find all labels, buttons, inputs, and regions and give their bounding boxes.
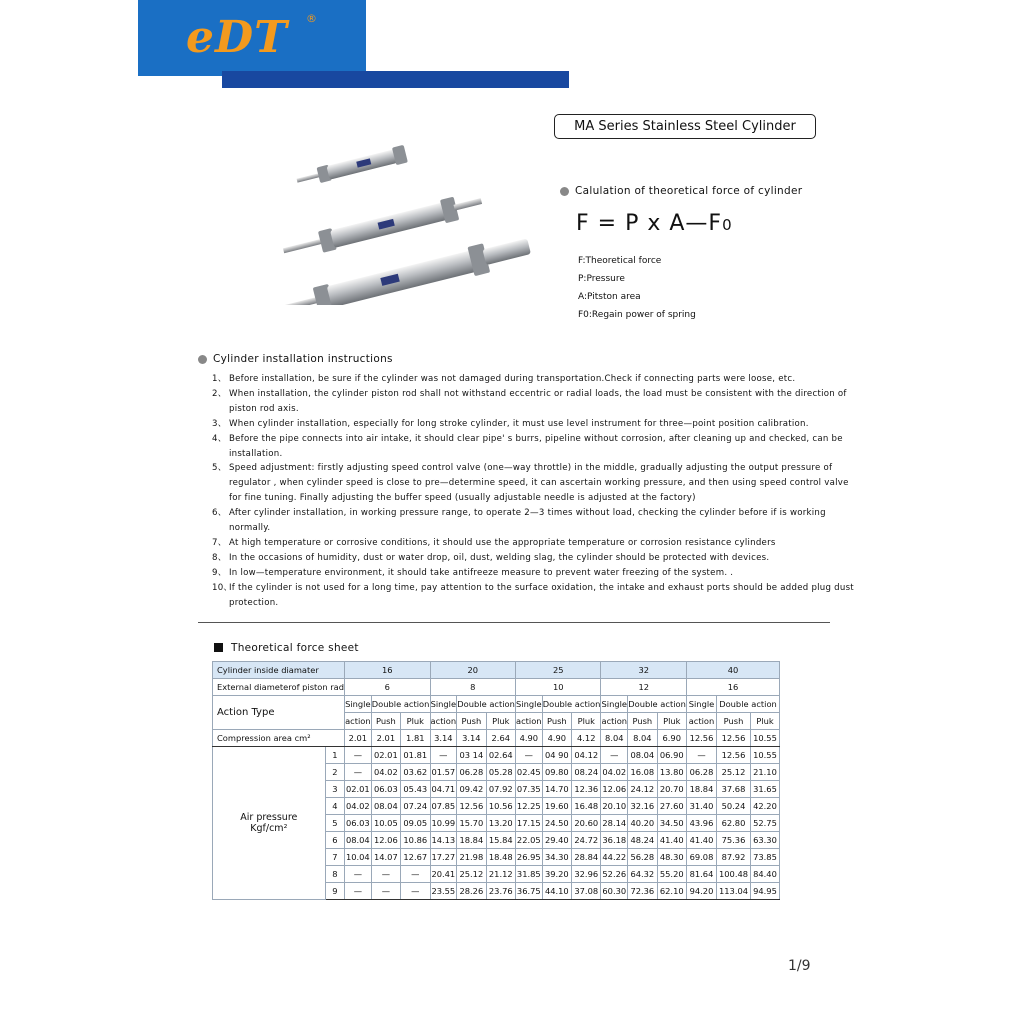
action-type-label: Action Type xyxy=(213,696,345,730)
pressure-value: 4 xyxy=(325,798,344,815)
pressure-value: 5 xyxy=(325,815,344,832)
force-cell: 24.50 xyxy=(542,815,571,832)
force-cell: 62.80 xyxy=(717,815,751,832)
single-action-header: Single xyxy=(687,696,717,713)
force-cell: 31.85 xyxy=(515,866,542,883)
force-cell: 10.04 xyxy=(345,849,372,866)
force-cell: 52.26 xyxy=(601,866,628,883)
area-cell: 2.01 xyxy=(371,730,400,747)
force-cell: — xyxy=(430,747,457,764)
pressure-value: 7 xyxy=(325,849,344,866)
bore-value: 20 xyxy=(430,662,515,679)
force-cell: 04.12 xyxy=(572,747,601,764)
force-cell: 100.48 xyxy=(717,866,751,883)
install-item-number: 4、 xyxy=(212,433,227,444)
push-header: Push xyxy=(542,713,571,730)
force-cell: 22.05 xyxy=(515,832,542,849)
install-item xyxy=(212,417,862,432)
force-cell: 34.50 xyxy=(657,815,686,832)
force-cell: 10.99 xyxy=(430,815,457,832)
force-cell: 21.10 xyxy=(751,764,780,781)
force-cell: 32.96 xyxy=(572,866,601,883)
air-pressure-title: Air pressure xyxy=(240,812,298,823)
force-cell: 14.13 xyxy=(430,832,457,849)
install-item-text: If the cylinder is not used for a long time, pay attention to the surface oxidation, the intake and exhaust ports should be added plug dust protection. xyxy=(229,582,854,608)
force-cell: 01.57 xyxy=(430,764,457,781)
force-cell: 16.08 xyxy=(628,764,657,781)
area-cell: 2.64 xyxy=(486,730,515,747)
force-cell: 01.81 xyxy=(401,747,430,764)
force-cell: 113.04 xyxy=(717,883,751,900)
force-cell: 75.36 xyxy=(717,832,751,849)
legend-item: F:Theoretical force xyxy=(578,256,662,266)
force-cell: 34.30 xyxy=(542,849,571,866)
force-cell: 52.75 xyxy=(751,815,780,832)
force-cell: 05.28 xyxy=(486,764,515,781)
pressure-value: 8 xyxy=(325,866,344,883)
force-cell: 63.30 xyxy=(751,832,780,849)
calc-heading: Calulation of theoretical force of cylinder xyxy=(560,185,802,197)
force-cell: 60.30 xyxy=(601,883,628,900)
force-cell: 12.25 xyxy=(515,798,542,815)
force-cell: 94.95 xyxy=(751,883,780,900)
single-action-header: action xyxy=(515,713,542,730)
force-cell: 04.02 xyxy=(345,798,372,815)
install-heading: Cylinder installation instructions xyxy=(198,353,393,365)
registered-mark: ® xyxy=(306,12,317,25)
force-cell: 02.01 xyxy=(371,747,400,764)
install-item xyxy=(212,506,862,536)
force-cell: 36.18 xyxy=(601,832,628,849)
install-item-number: 9、 xyxy=(212,567,227,578)
force-cell: 21.12 xyxy=(486,866,515,883)
force-cell: 23.76 xyxy=(486,883,515,900)
force-cell: 21.98 xyxy=(457,849,486,866)
force-cell: — xyxy=(345,866,372,883)
bore-label: Cylinder inside diamater xyxy=(213,662,345,679)
force-cell: 43.96 xyxy=(687,815,717,832)
pressure-value: 3 xyxy=(325,781,344,798)
force-cell: 69.08 xyxy=(687,849,717,866)
force-cell: 32.16 xyxy=(628,798,657,815)
force-cell: 08.04 xyxy=(371,798,400,815)
install-item xyxy=(212,536,862,551)
divider xyxy=(198,622,830,623)
force-cell: 62.10 xyxy=(657,883,686,900)
rod-value: 6 xyxy=(345,679,430,696)
sheet-heading: Theoretical force sheet xyxy=(214,642,359,654)
force-cell: 09.42 xyxy=(457,781,486,798)
push-header: Push xyxy=(457,713,486,730)
force-cell: 16.48 xyxy=(572,798,601,815)
install-item-text: Before the pipe connects into air intake, it should clear pipe' s burrs, pipeline without corrosion, after cleaning up and checked, can be installation. xyxy=(229,433,843,459)
install-item-text: In low—temperature environment, it should take antifreeze measure to prevent water freezing of the system. . xyxy=(229,567,734,578)
force-cell: 26.95 xyxy=(515,849,542,866)
force-cell: 36.75 xyxy=(515,883,542,900)
single-action-header: Single xyxy=(601,696,628,713)
legend-item: P:Pressure xyxy=(578,274,625,284)
force-cell: 24.72 xyxy=(572,832,601,849)
force-cell: 06.28 xyxy=(457,764,486,781)
force-cell: 10.86 xyxy=(401,832,430,849)
force-cell: — xyxy=(401,866,430,883)
theoretical-force-table xyxy=(212,661,780,900)
area-cell: 12.56 xyxy=(717,730,751,747)
force-cell: 41.40 xyxy=(687,832,717,849)
force-cell: 07.35 xyxy=(515,781,542,798)
force-cell: 12.67 xyxy=(401,849,430,866)
force-cell: 06.28 xyxy=(687,764,717,781)
force-cell: 12.06 xyxy=(601,781,628,798)
rod-value: 12 xyxy=(601,679,687,696)
force-cell: 87.92 xyxy=(717,849,751,866)
push-header: Push xyxy=(628,713,657,730)
area-cell: 3.14 xyxy=(457,730,486,747)
force-cell: — xyxy=(601,747,628,764)
air-pressure-unit: Kgf/cm² xyxy=(250,823,288,834)
single-action-header: action xyxy=(430,713,457,730)
force-cell: 24.12 xyxy=(628,781,657,798)
area-cell: 8.04 xyxy=(628,730,657,747)
force-cell: 28.84 xyxy=(572,849,601,866)
bore-value: 40 xyxy=(687,662,780,679)
install-item-text: Before installation, be sure if the cylinder was not damaged during transportation.Check if connecting parts were loose, etc. xyxy=(229,374,796,384)
push-header: Push xyxy=(717,713,751,730)
force-cell: 12.56 xyxy=(717,747,751,764)
force-cell: 84.40 xyxy=(751,866,780,883)
force-cell: 14.70 xyxy=(542,781,571,798)
install-item-text: After cylinder installation, in working pressure range, to operate 2—3 times without load, checking the cylinder before if is working normally. xyxy=(229,508,826,534)
force-cell: — xyxy=(345,747,372,764)
medium-cylinder xyxy=(281,190,485,263)
force-cell: 07.24 xyxy=(401,798,430,815)
force-cell: 15.84 xyxy=(486,832,515,849)
force-cell: 10.56 xyxy=(486,798,515,815)
force-cell: 18.84 xyxy=(687,781,717,798)
rod-value: 10 xyxy=(515,679,600,696)
force-cell: 20.60 xyxy=(572,815,601,832)
force-cell: 17.27 xyxy=(430,849,457,866)
install-item xyxy=(212,432,862,462)
force-cell: — xyxy=(401,883,430,900)
area-cell: 4.90 xyxy=(515,730,542,747)
force-cell: 39.20 xyxy=(542,866,571,883)
install-list xyxy=(212,372,862,611)
force-cell: 50.24 xyxy=(717,798,751,815)
single-action-header: Single xyxy=(430,696,457,713)
single-action-header: action xyxy=(601,713,628,730)
install-item xyxy=(212,551,862,566)
force-cell: 20.10 xyxy=(601,798,628,815)
area-cell: 3.14 xyxy=(430,730,457,747)
force-cell: 27.60 xyxy=(657,798,686,815)
pressure-value: 1 xyxy=(325,747,344,764)
double-action-header: Double action xyxy=(717,696,780,713)
force-cell: 13.80 xyxy=(657,764,686,781)
force-cell: 02.64 xyxy=(486,747,515,764)
single-action-header: Single xyxy=(515,696,542,713)
install-item-number: 6、 xyxy=(212,508,227,519)
force-cell: 37.68 xyxy=(717,781,751,798)
legend-item: F0:Regain power of spring xyxy=(578,310,696,320)
force-cell: 31.65 xyxy=(751,781,780,798)
area-cell: 12.56 xyxy=(687,730,717,747)
pressure-value: 9 xyxy=(325,883,344,900)
compression-area-label: Compression area cm² xyxy=(213,730,345,747)
air-pressure-label xyxy=(213,747,326,900)
force-cell: 37.08 xyxy=(572,883,601,900)
force-cell: 08.04 xyxy=(345,832,372,849)
legend-item: A:Pitston area xyxy=(578,292,641,302)
force-cell: 28.14 xyxy=(601,815,628,832)
bore-value: 32 xyxy=(601,662,687,679)
install-item xyxy=(212,581,862,611)
force-cell: 19.60 xyxy=(542,798,571,815)
page-number: 1/9 xyxy=(788,958,811,974)
force-cell: 48.24 xyxy=(628,832,657,849)
force-cell: 25.12 xyxy=(717,764,751,781)
bore-value: 25 xyxy=(515,662,600,679)
force-cell: — xyxy=(345,883,372,900)
force-cell: 42.20 xyxy=(751,798,780,815)
install-item-text: At high temperature or corrosive conditions, it should use the appropriate temperature or corrosion resistance cylinders xyxy=(229,537,776,548)
area-cell: 6.90 xyxy=(657,730,686,747)
force-cell: 07.85 xyxy=(430,798,457,815)
bullet-icon xyxy=(198,355,207,364)
force-cell: 02.01 xyxy=(345,781,372,798)
rod-value: 8 xyxy=(430,679,515,696)
bullet-icon xyxy=(560,187,569,196)
small-cylinder xyxy=(295,145,408,190)
area-cell: 8.04 xyxy=(601,730,628,747)
pressure-value: 2 xyxy=(325,764,344,781)
company-logo: eDT xyxy=(186,12,288,63)
force-cell: 03.62 xyxy=(401,764,430,781)
force-cell: 94.20 xyxy=(687,883,717,900)
pluk-header: Pluk xyxy=(486,713,515,730)
force-cell: 15.70 xyxy=(457,815,486,832)
force-cell: 40.20 xyxy=(628,815,657,832)
bore-value: 16 xyxy=(345,662,430,679)
force-cell: 31.40 xyxy=(687,798,717,815)
install-item-number: 2、 xyxy=(212,388,227,399)
single-action-header: action xyxy=(345,713,372,730)
header-stripe xyxy=(222,71,569,88)
force-cell: 72.36 xyxy=(628,883,657,900)
force-cell: 12.06 xyxy=(371,832,400,849)
cylinder-product-image xyxy=(258,140,538,305)
install-item-text: When installation, the cylinder piston rod shall not withstand eccentric or radial loads, the load must be consistent with the direction of piston rod axis. xyxy=(229,388,847,414)
force-cell: 17.15 xyxy=(515,815,542,832)
force-cell: 48.30 xyxy=(657,849,686,866)
install-item xyxy=(212,372,862,387)
single-action-header: action xyxy=(687,713,717,730)
push-header: Push xyxy=(371,713,400,730)
force-cell: — xyxy=(515,747,542,764)
force-cell: — xyxy=(371,883,400,900)
force-cell: 29.40 xyxy=(542,832,571,849)
force-cell: 20.41 xyxy=(430,866,457,883)
force-cell: 04.02 xyxy=(601,764,628,781)
force-cell: 44.10 xyxy=(542,883,571,900)
rod-label: External diameterof piston rad xyxy=(213,679,345,696)
series-title: MA Series Stainless Steel Cylinder xyxy=(554,114,816,139)
compression-area-row xyxy=(213,730,780,747)
install-item-number: 7、 xyxy=(212,537,227,548)
install-item-number: 5、 xyxy=(212,463,227,474)
install-item-text: When cylinder installation, especially for long stroke cylinder, it must use level instrument for three—point position calibration. xyxy=(229,418,809,429)
area-cell: 2.01 xyxy=(345,730,372,747)
force-cell: 04 90 xyxy=(542,747,571,764)
install-item-number: 10、 xyxy=(212,582,233,593)
force-cell: 81.64 xyxy=(687,866,717,883)
action-type-row xyxy=(213,696,780,713)
rod-row xyxy=(213,679,780,696)
force-cell: 06.03 xyxy=(345,815,372,832)
force-cell: 05.43 xyxy=(401,781,430,798)
double-action-header: Double action xyxy=(542,696,601,713)
double-action-header: Double action xyxy=(457,696,516,713)
force-cell: 06.03 xyxy=(371,781,400,798)
install-item-number: 8、 xyxy=(212,552,227,563)
force-cell: 44.22 xyxy=(601,849,628,866)
force-cell: — xyxy=(687,747,717,764)
force-cell: 10.05 xyxy=(371,815,400,832)
force-cell: 12.56 xyxy=(457,798,486,815)
force-cell: — xyxy=(371,866,400,883)
pluk-header: Pluk xyxy=(657,713,686,730)
force-cell: 03 14 xyxy=(457,747,486,764)
single-action-header: Single xyxy=(345,696,372,713)
double-action-header: Double action xyxy=(371,696,430,713)
bore-row xyxy=(213,662,780,679)
force-cell: 18.48 xyxy=(486,849,515,866)
install-item-number: 3、 xyxy=(212,418,227,429)
install-item-text: Speed adjustment: firstly adjusting speed control valve (one—way throttle) in the middle, gradually adjusting the output pressure of regulator , when cylinder speed is close to pre—determine speed, it can ascertain working pressure, and then using speed control valve for fine tuning. Finally adjusting the buffer speed (usually adjustable needle is adjusted at the factory) xyxy=(229,463,849,504)
force-cell: 02.45 xyxy=(515,764,542,781)
area-cell: 4.90 xyxy=(542,730,571,747)
force-cell: 55.20 xyxy=(657,866,686,883)
force-cell: 73.85 xyxy=(751,849,780,866)
force-cell: 14.07 xyxy=(371,849,400,866)
install-item-number: 1、 xyxy=(212,374,227,384)
square-bullet-icon xyxy=(214,643,223,652)
force-cell: 41.40 xyxy=(657,832,686,849)
pluk-header: Pluk xyxy=(572,713,601,730)
force-cell: 10.55 xyxy=(751,747,780,764)
area-cell: 10.55 xyxy=(751,730,780,747)
area-cell: 4.12 xyxy=(572,730,601,747)
install-item-text: In the occasions of humidity, dust or water drop, oil, dust, welding slag, the cylinder should be protected with devices. xyxy=(229,552,770,563)
force-cell: 09.80 xyxy=(542,764,571,781)
force-cell: 12.36 xyxy=(572,781,601,798)
force-cell: 20.70 xyxy=(657,781,686,798)
force-cell: 04.71 xyxy=(430,781,457,798)
pressure-value: 6 xyxy=(325,832,344,849)
install-item xyxy=(212,461,862,506)
rod-value: 16 xyxy=(687,679,780,696)
force-cell: 08.24 xyxy=(572,764,601,781)
area-cell: 1.81 xyxy=(401,730,430,747)
force-cell: 18.84 xyxy=(457,832,486,849)
force-cell: 06.90 xyxy=(657,747,686,764)
force-cell: 25.12 xyxy=(457,866,486,883)
pressure-row xyxy=(213,747,780,764)
force-cell: 07.92 xyxy=(486,781,515,798)
force-cell: 09.05 xyxy=(401,815,430,832)
install-item xyxy=(212,566,862,581)
formula-legend xyxy=(578,252,696,324)
pluk-header: Pluk xyxy=(401,713,430,730)
force-formula: F = P x A—F0 xyxy=(576,211,733,236)
pluk-header: Pluk xyxy=(751,713,780,730)
force-cell: 13.20 xyxy=(486,815,515,832)
force-cell: 04.02 xyxy=(371,764,400,781)
double-action-header: Double action xyxy=(628,696,687,713)
force-cell: 08.04 xyxy=(628,747,657,764)
force-cell: 28.26 xyxy=(457,883,486,900)
force-cell: 23.55 xyxy=(430,883,457,900)
force-cell: — xyxy=(345,764,372,781)
force-cell: 64.32 xyxy=(628,866,657,883)
install-item xyxy=(212,387,862,417)
force-cell: 56.28 xyxy=(628,849,657,866)
